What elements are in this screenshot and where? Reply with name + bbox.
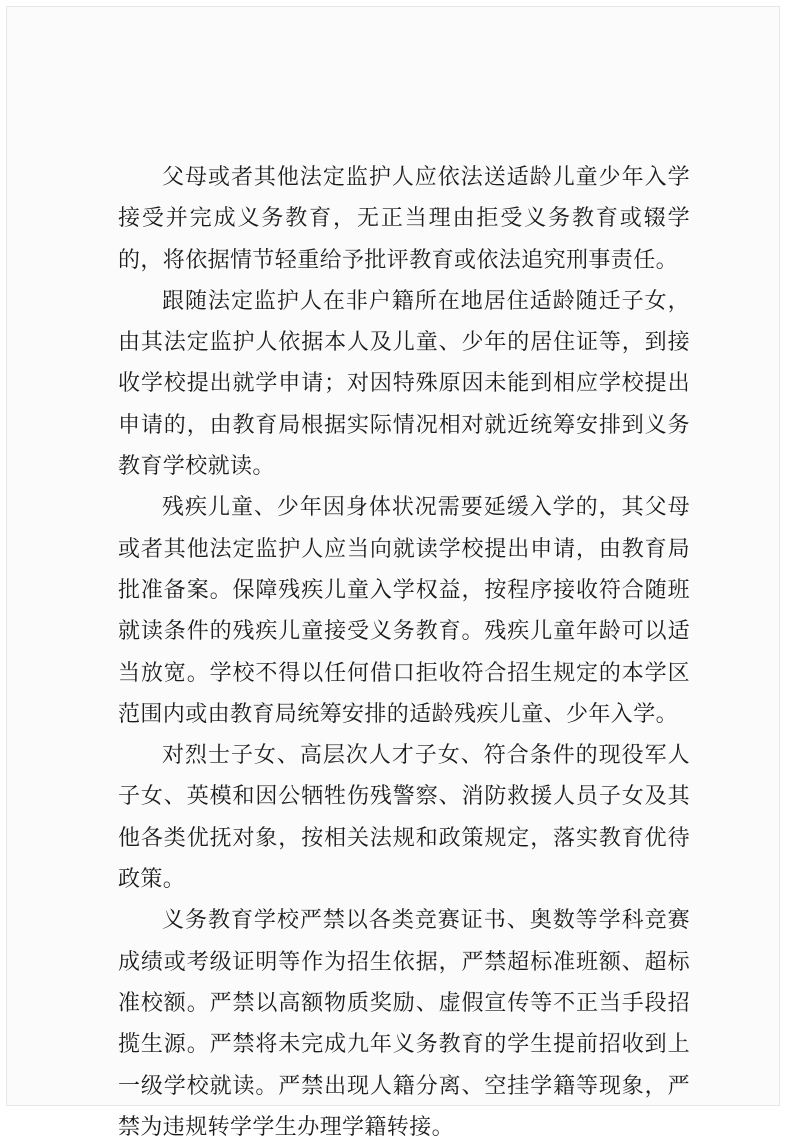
- paragraph-enrollment-prohibitions: 义务教育学校严禁以各类竞赛证书、奥数等学科竞赛成绩或考级证明等作为招生依据，严禁超标准班额、超标准校额。严禁以高额物质奖励、虚假宣传等不正当手段招揽生源。严禁将未完成九年义务教育的学生提前招收到上一级学校就读。严禁出现人籍分离、空挂学籍等现象，严禁为违规转学学生办理学籍转接。: [118, 908, 690, 1140]
- paragraph-preferential-treatment: 对烈士子女、高层次人才子女、符合条件的现役军人子女、英模和因公牺牲伤残警察、消防救援人员子女及其他各类优抚对象，按相关法规和政策规定，落实教育优待政策。: [118, 743, 690, 893]
- paragraph-guardian-duty: 父母或者其他法定监护人应依法送适龄儿童少年入学接受并完成义务教育，无正当理由拒受义务教育或辍学的，将依据情节轻重给予批评教育或依法追究刑事责任。: [118, 165, 690, 273]
- document-body: [118, 157, 690, 1148]
- document-page: [6, 6, 780, 1140]
- paragraph-migrant-children: 跟随法定监护人在非户籍所在地居住适龄随迁子女，由其法定监护人依据本人及儿童、少年的居住证等，到接收学校提出就学申请；对因特殊原因未能到相应学校提出申请的，由教育局根据实际情况相对就近统筹安排到义务教育学校就读。: [118, 288, 690, 480]
- paragraph-disabled-children: 残疾儿童、少年因身体状况需要延缓入学的，其父母或者其他法定监护人应当向就读学校提出申请，由教育局批准备案。保障残疾儿童入学权益，按程序接收符合随班就读条件的残疾儿童接受义务教育。残疾儿童年龄可以适当放宽。学校不得以任何借口拒收符合招生规定的本学区范围内或由教育局统筹安排的适龄残疾儿童、少年入学。: [118, 495, 690, 727]
